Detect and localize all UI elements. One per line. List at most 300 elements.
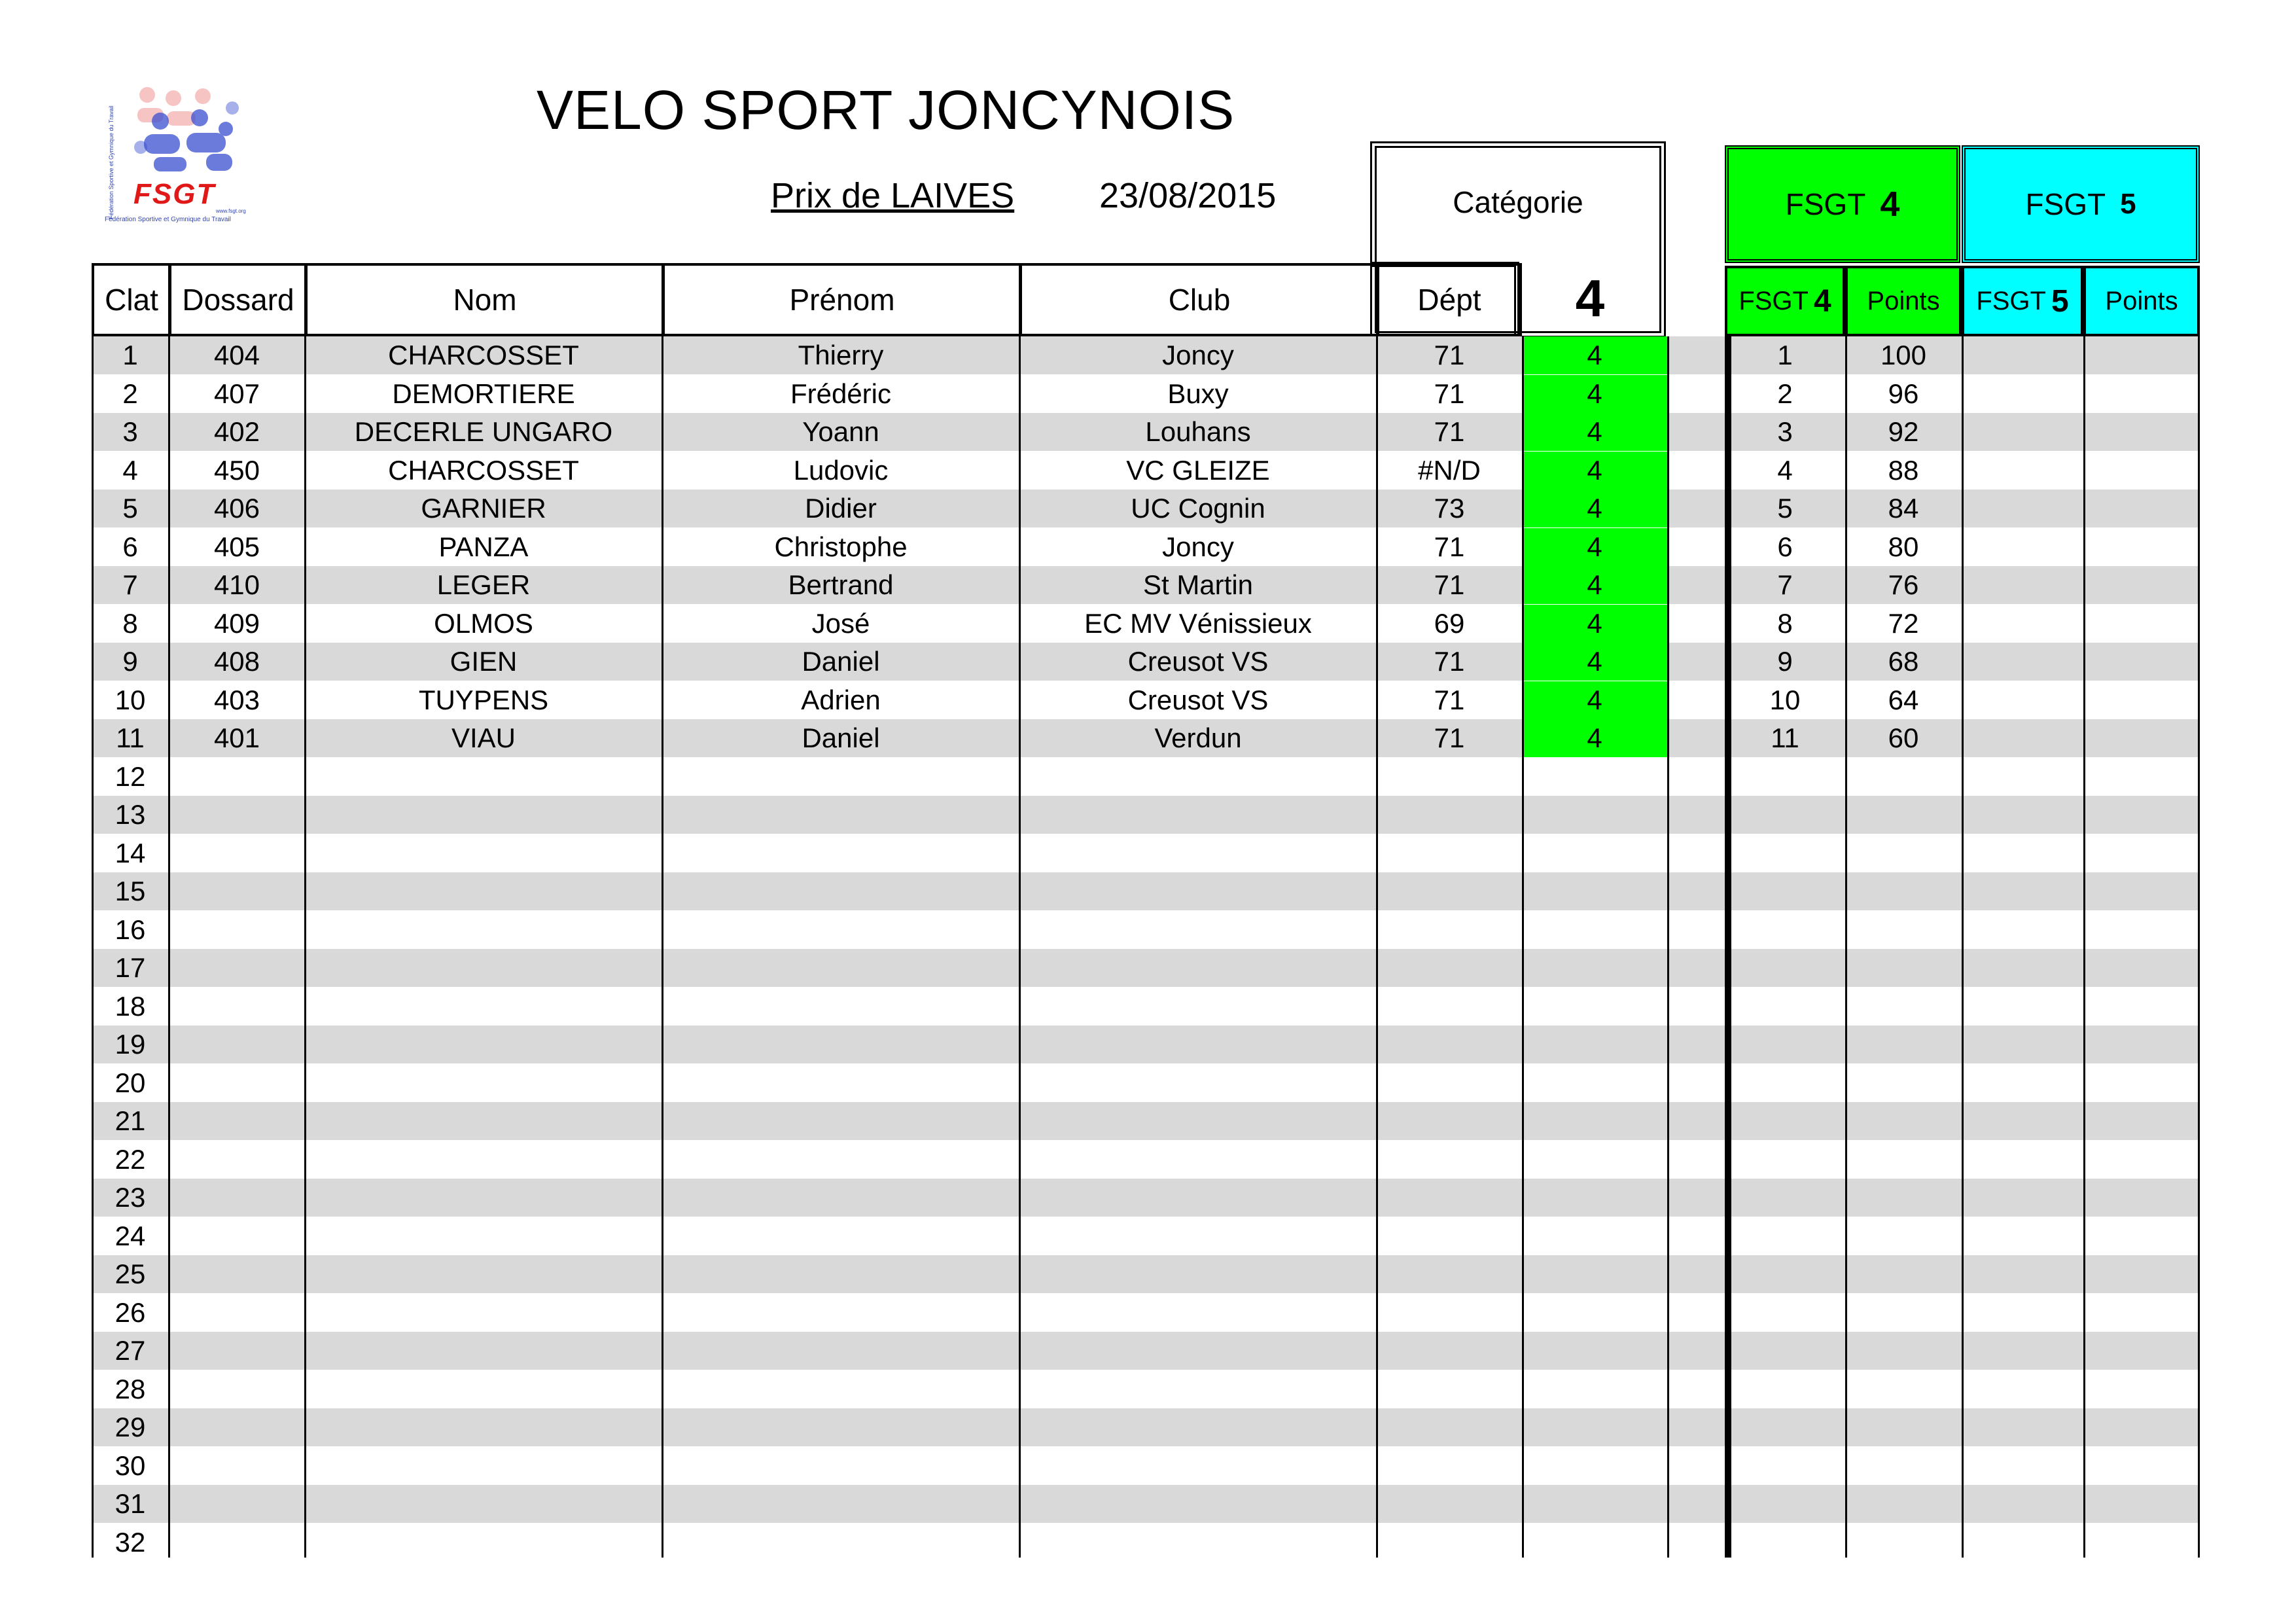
cell-fsgt4-rank — [1725, 834, 1845, 872]
cell-fsgt4-points — [1845, 1064, 1962, 1102]
cell-category: 4 — [1522, 566, 1667, 604]
cell-fsgt5-rank — [1962, 528, 2083, 566]
cell-category — [1522, 1332, 1667, 1370]
cell-dept — [1377, 1217, 1522, 1255]
cell-nom: OLMOS — [434, 608, 533, 639]
cell-nom: CHARCOSSET — [388, 455, 579, 486]
cell-clat: 17 — [115, 952, 146, 983]
table-row — [92, 1485, 2200, 1523]
cell-dossard: 402 — [213, 416, 260, 447]
table-row — [92, 1217, 2200, 1255]
cell-nom: LEGER — [436, 569, 531, 600]
cell-dossard: 410 — [213, 569, 260, 600]
cell-fsgt4-rank — [1725, 988, 1845, 1026]
cell-prenom — [662, 1294, 1019, 1332]
cell-clat: 18 — [115, 991, 146, 1022]
cell-fsgt4-rank — [1725, 1064, 1845, 1102]
cell-prenom — [662, 1102, 1019, 1140]
page-title: VELO SPORT JONCYNOIS — [537, 79, 1235, 141]
cell-nom: DECERLE UNGARO — [354, 416, 613, 447]
cell-dept — [1377, 1485, 1522, 1523]
cell-nom: PANZA — [438, 531, 529, 562]
cell-fsgt5-rank — [1962, 1102, 2083, 1140]
cell-fsgt4-points: 68 — [1888, 646, 1919, 677]
table-row — [92, 1447, 2200, 1485]
cell-clat: 23 — [115, 1182, 146, 1213]
cell-dossard — [169, 1485, 305, 1523]
cell-dept: 69 — [1434, 608, 1465, 639]
cell-fsgt4-rank: 6 — [1777, 531, 1793, 562]
cell-club: Creusot VS — [1127, 646, 1269, 677]
cell-dept: 73 — [1434, 493, 1465, 524]
cell-nom: DEMORTIERE — [392, 378, 575, 409]
cell-prenom — [662, 834, 1019, 872]
cell-dept — [1377, 1255, 1522, 1293]
cell-clat: 19 — [115, 1029, 146, 1060]
cell-prenom: Yoann — [802, 416, 879, 447]
cell-fsgt5-points — [2083, 336, 2200, 374]
cell-fsgt5-points — [2083, 375, 2200, 413]
cell-fsgt5-points — [2083, 1255, 2200, 1293]
cell-prenom — [662, 1026, 1019, 1063]
cell-fsgt5-rank — [1962, 1447, 2083, 1485]
cell-prenom — [662, 1064, 1019, 1102]
table-row — [92, 1294, 2200, 1332]
logo-subtitle: Fédération Sportive et Gymnique du Travail — [105, 216, 231, 223]
cell-fsgt4-rank — [1725, 1102, 1845, 1140]
cell-fsgt5-points — [2083, 758, 2200, 796]
table-row — [92, 1370, 2200, 1408]
cell-dossard — [169, 758, 305, 796]
cell-prenom: Thierry — [798, 340, 884, 370]
cell-fsgt5-points — [2083, 643, 2200, 681]
cell-fsgt4-rank — [1725, 1447, 1845, 1485]
cell-dept — [1377, 1026, 1522, 1063]
cell-nom — [305, 796, 662, 834]
cell-dept: 71 — [1434, 569, 1465, 600]
cell-clat: 25 — [115, 1258, 146, 1289]
cell-fsgt4-points — [1845, 1255, 1962, 1293]
cell-club: Buxy — [1167, 378, 1229, 409]
cell-fsgt4-points: 84 — [1888, 493, 1919, 524]
cell-category — [1522, 1102, 1667, 1140]
cell-category: 4 — [1522, 336, 1667, 374]
cell-fsgt4-rank: 8 — [1777, 608, 1793, 639]
cell-fsgt4-rank — [1725, 1408, 1845, 1446]
cell-dossard — [169, 1370, 305, 1408]
cell-clat: 24 — [115, 1221, 146, 1251]
cell-club — [1019, 1370, 1377, 1408]
cell-club — [1019, 834, 1377, 872]
cell-category — [1522, 949, 1667, 987]
grid-line-thick — [1725, 336, 1731, 1558]
cell-fsgt4-points: 88 — [1888, 455, 1919, 486]
cell-prenom — [662, 758, 1019, 796]
cell-fsgt4-points — [1845, 1524, 1962, 1561]
table-row — [92, 1408, 2200, 1446]
cell-category — [1522, 1294, 1667, 1332]
cell-club: Joncy — [1162, 340, 1234, 370]
cell-fsgt4-rank — [1725, 1294, 1845, 1332]
grid-line — [1962, 336, 1964, 1558]
cell-dept: 71 — [1434, 685, 1465, 715]
cell-dossard: 401 — [213, 722, 260, 753]
cell-nom: GARNIER — [421, 493, 546, 524]
cell-fsgt4-rank — [1725, 1255, 1845, 1293]
table-row — [92, 1255, 2200, 1293]
cell-category — [1522, 1179, 1667, 1217]
cell-fsgt4-points — [1845, 1294, 1962, 1332]
cell-fsgt5-points — [2083, 988, 2200, 1026]
cell-dept — [1377, 1294, 1522, 1332]
cell-clat: 5 — [122, 493, 138, 524]
cell-dept: #N/D — [1418, 455, 1481, 486]
cell-fsgt4-points — [1845, 1026, 1962, 1063]
cell-fsgt4-rank: 11 — [1771, 722, 1799, 753]
table-row — [92, 375, 2200, 413]
cell-fsgt5-rank — [1962, 911, 2083, 949]
cell-fsgt4-points: 60 — [1888, 722, 1919, 753]
cell-nom — [305, 1370, 662, 1408]
cell-dept — [1377, 758, 1522, 796]
cell-fsgt5-rank — [1962, 413, 2083, 451]
cell-fsgt5-points — [2083, 872, 2200, 910]
cell-fsgt4-points — [1845, 1217, 1962, 1255]
cell-fsgt4-rank — [1725, 949, 1845, 987]
cell-dossard — [169, 1026, 305, 1063]
cell-dossard — [169, 1524, 305, 1561]
cell-fsgt4-points — [1845, 796, 1962, 834]
cell-prenom — [662, 1255, 1019, 1293]
cell-category: 4 — [1522, 452, 1667, 490]
cell-fsgt5-points — [2083, 452, 2200, 490]
cell-fsgt4-points — [1845, 1102, 1962, 1140]
cell-dossard — [169, 1294, 305, 1332]
cell-prenom — [662, 1408, 1019, 1446]
cell-fsgt4-rank: 5 — [1777, 493, 1793, 524]
cell-club — [1019, 1524, 1377, 1561]
cell-prenom — [662, 911, 1019, 949]
cell-nom — [305, 1332, 662, 1370]
cell-nom — [305, 1141, 662, 1179]
cell-dept — [1377, 872, 1522, 910]
cell-club: VC GLEIZE — [1126, 455, 1270, 486]
table-row — [92, 605, 2200, 643]
logo-side-text: Fédération Sportive et Gymnique du Travail — [108, 105, 115, 219]
column-header-prenom: Prénom — [662, 263, 1019, 336]
cell-clat: 7 — [122, 569, 138, 600]
cell-category — [1522, 1370, 1667, 1408]
event-date: 23/08/2015 — [1099, 176, 1277, 215]
cell-prenom — [662, 949, 1019, 987]
cell-fsgt5-points — [2083, 566, 2200, 604]
cell-fsgt5-rank — [1962, 1370, 2083, 1408]
sub-header-points5: Points — [2083, 266, 2200, 336]
cell-fsgt4-points — [1845, 949, 1962, 987]
table-row — [92, 911, 2200, 949]
fsgt4-number: 4 — [1880, 185, 1900, 224]
cell-category — [1522, 911, 1667, 949]
cell-fsgt5-points — [2083, 1485, 2200, 1523]
cell-clat: 4 — [122, 455, 138, 486]
logo-url: www.fsgt.org — [216, 208, 246, 214]
cell-dept — [1377, 1102, 1522, 1140]
cell-fsgt5-rank — [1962, 1217, 2083, 1255]
cell-clat: 3 — [122, 416, 138, 447]
cell-dossard — [169, 1217, 305, 1255]
cell-club — [1019, 1026, 1377, 1063]
fsgt4-header — [1725, 145, 1960, 263]
cell-fsgt5-rank — [1962, 1141, 2083, 1179]
cell-prenom — [662, 988, 1019, 1026]
grid-line — [1376, 263, 1378, 1558]
cell-nom: CHARCOSSET — [388, 340, 579, 370]
cell-dossard — [169, 834, 305, 872]
cell-fsgt5-rank — [1962, 834, 2083, 872]
cell-fsgt5-points — [2083, 1524, 2200, 1561]
column-header-clat: Clat — [92, 263, 169, 336]
cell-clat: 9 — [122, 646, 138, 677]
cell-nom — [305, 1217, 662, 1255]
table-row — [92, 452, 2200, 490]
cell-dossard: 405 — [213, 531, 260, 562]
cell-dept — [1377, 1408, 1522, 1446]
cell-club: Louhans — [1145, 416, 1251, 447]
cell-prenom: Didier — [805, 493, 877, 524]
cell-category — [1522, 1447, 1667, 1485]
cell-fsgt5-rank — [1962, 872, 2083, 910]
grid-line — [1019, 263, 1021, 1558]
cell-club — [1019, 872, 1377, 910]
cell-dossard — [169, 1064, 305, 1102]
table-row — [92, 1524, 2200, 1561]
cell-clat: 32 — [115, 1527, 146, 1558]
cell-prenom — [662, 1217, 1019, 1255]
cell-fsgt4-points: 80 — [1888, 531, 1919, 562]
cell-dossard: 404 — [213, 340, 260, 370]
category-label: Catégorie — [1453, 185, 1583, 219]
cell-fsgt4-rank: 2 — [1777, 378, 1793, 409]
cell-prenom — [662, 1332, 1019, 1370]
cell-club — [1019, 988, 1377, 1026]
cell-fsgt4-rank — [1725, 796, 1845, 834]
cell-fsgt5-rank — [1962, 643, 2083, 681]
cell-prenom: Daniel — [802, 722, 880, 753]
cell-dept: 71 — [1434, 722, 1465, 753]
cell-club: Joncy — [1162, 531, 1234, 562]
cell-fsgt4-rank — [1725, 1026, 1845, 1063]
cell-fsgt4-rank — [1725, 1370, 1845, 1408]
cell-fsgt4-points: 64 — [1888, 685, 1919, 715]
grid-line — [168, 263, 170, 1558]
cell-prenom — [662, 872, 1019, 910]
cell-fsgt4-rank: 3 — [1777, 416, 1793, 447]
cell-fsgt4-rank — [1725, 872, 1845, 910]
cell-club: EC MV Vénissieux — [1084, 608, 1312, 639]
cell-fsgt5-rank — [1962, 796, 2083, 834]
cell-club — [1019, 1294, 1377, 1332]
event-name: Prix de LAIVES — [771, 176, 1015, 215]
cell-fsgt4-points: 100 — [1880, 340, 1927, 370]
cell-nom: GIEN — [450, 646, 518, 677]
cell-prenom — [662, 1485, 1019, 1523]
table-row — [92, 566, 2200, 604]
grid-line — [662, 263, 663, 1558]
cell-fsgt5-points — [2083, 681, 2200, 719]
table-row — [92, 1064, 2200, 1102]
cell-nom — [305, 1102, 662, 1140]
cell-fsgt5-points — [2083, 1370, 2200, 1408]
cell-category: 4 — [1522, 605, 1667, 643]
cell-category: 4 — [1522, 528, 1667, 566]
cell-club — [1019, 1255, 1377, 1293]
cell-nom — [305, 1485, 662, 1523]
cell-clat: 16 — [115, 914, 146, 945]
cell-fsgt4-rank — [1725, 1524, 1845, 1561]
cell-fsgt4-points — [1845, 1485, 1962, 1523]
cell-fsgt5-rank — [1962, 758, 2083, 796]
cell-category — [1522, 834, 1667, 872]
cell-prenom: Daniel — [802, 646, 880, 677]
cell-fsgt5-rank — [1962, 490, 2083, 527]
cell-clat: 12 — [115, 761, 146, 792]
cell-clat: 11 — [116, 722, 145, 753]
table-row — [92, 1026, 2200, 1063]
sub-fsgt5-label: FSGT — [1976, 286, 2046, 315]
cell-fsgt5-rank — [1962, 1294, 2083, 1332]
cell-dept — [1377, 1447, 1522, 1485]
cell-nom — [305, 834, 662, 872]
cell-fsgt5-points — [2083, 911, 2200, 949]
cell-fsgt5-points — [2083, 1064, 2200, 1102]
cell-fsgt4-points — [1845, 1179, 1962, 1217]
cell-prenom: José — [811, 608, 870, 639]
column-header-dossard: Dossard — [169, 263, 305, 336]
cell-clat: 20 — [115, 1067, 146, 1098]
cell-nom — [305, 911, 662, 949]
cell-club — [1019, 911, 1377, 949]
cell-club — [1019, 1217, 1377, 1255]
cell-fsgt5-points — [2083, 490, 2200, 527]
cell-dept — [1377, 911, 1522, 949]
cell-club: Creusot VS — [1127, 685, 1269, 715]
cell-category: 4 — [1522, 413, 1667, 451]
cell-fsgt5-rank — [1962, 336, 2083, 374]
cell-club — [1019, 949, 1377, 987]
cell-dossard — [169, 1141, 305, 1179]
cell-nom — [305, 1447, 662, 1485]
cell-dossard — [169, 949, 305, 987]
cell-dossard: 407 — [213, 378, 260, 409]
cell-nom — [305, 1026, 662, 1063]
cell-fsgt5-rank — [1962, 1026, 2083, 1063]
cell-clat: 2 — [122, 378, 138, 409]
fsgt5-header — [1962, 145, 2200, 263]
cell-fsgt5-rank — [1962, 681, 2083, 719]
cell-fsgt5-rank — [1962, 566, 2083, 604]
sub-fsgt5-number: 5 — [2051, 283, 2069, 319]
cell-club: St Martin — [1142, 569, 1254, 600]
cell-fsgt4-rank: 9 — [1777, 646, 1793, 677]
cell-fsgt5-rank — [1962, 375, 2083, 413]
cell-nom — [305, 1179, 662, 1217]
cell-fsgt4-points — [1845, 1370, 1962, 1408]
cell-clat: 28 — [115, 1374, 146, 1404]
table-row — [92, 1102, 2200, 1140]
fsgt4-label: FSGT — [1785, 187, 1866, 221]
cell-prenom: Frédéric — [790, 378, 892, 409]
table-row — [92, 1179, 2200, 1217]
cell-category — [1522, 1485, 1667, 1523]
cell-clat: 27 — [115, 1335, 146, 1366]
cell-clat: 15 — [115, 876, 146, 906]
cell-clat: 22 — [115, 1144, 146, 1175]
cell-clat: 31 — [115, 1488, 146, 1519]
sub-fsgt4-label: FSGT — [1739, 286, 1809, 315]
cell-dossard — [169, 872, 305, 910]
cell-dept — [1377, 1064, 1522, 1102]
cell-prenom — [662, 1179, 1019, 1217]
cell-fsgt5-rank — [1962, 1332, 2083, 1370]
cell-nom — [305, 1064, 662, 1102]
cell-fsgt5-rank — [1962, 988, 2083, 1026]
cell-fsgt5-points — [2083, 1447, 2200, 1485]
cell-category — [1522, 1026, 1667, 1063]
cell-nom — [305, 1294, 662, 1332]
cell-clat: 6 — [122, 531, 138, 562]
cell-fsgt4-rank — [1725, 758, 1845, 796]
cell-fsgt5-rank — [1962, 452, 2083, 490]
grid-line — [1845, 336, 1847, 1558]
cell-prenom — [662, 796, 1019, 834]
cell-clat: 21 — [115, 1105, 146, 1136]
cell-fsgt4-points — [1845, 834, 1962, 872]
cell-fsgt5-rank — [1962, 605, 2083, 643]
cell-fsgt4-points — [1845, 1141, 1962, 1179]
cell-dossard: 408 — [213, 646, 260, 677]
cell-dossard — [169, 1179, 305, 1217]
cell-fsgt4-rank: 10 — [1769, 685, 1801, 715]
grid-line — [92, 263, 94, 1558]
sub-header-points4: Points — [1845, 266, 1962, 336]
cell-fsgt4-rank: 4 — [1777, 455, 1793, 486]
cell-category — [1522, 796, 1667, 834]
cell-nom — [305, 1524, 662, 1561]
cell-fsgt5-points — [2083, 1408, 2200, 1446]
cell-fsgt5-points — [2083, 1179, 2200, 1217]
table-row — [92, 834, 2200, 872]
cell-dept — [1377, 1141, 1522, 1179]
cell-club — [1019, 1141, 1377, 1179]
grid-line — [304, 263, 306, 1558]
cell-club — [1019, 1485, 1377, 1523]
cell-dept — [1377, 1370, 1522, 1408]
cell-club — [1019, 758, 1377, 796]
table-row — [92, 1141, 2200, 1179]
cell-nom — [305, 1408, 662, 1446]
table-row — [92, 719, 2200, 757]
cell-fsgt5-points — [2083, 949, 2200, 987]
cell-category — [1522, 1524, 1667, 1561]
cell-dept — [1377, 1524, 1522, 1561]
cell-category — [1522, 872, 1667, 910]
table-row — [92, 490, 2200, 527]
fsgt5-label: FSGT — [2025, 187, 2106, 221]
cell-club: Verdun — [1154, 722, 1242, 753]
cell-nom — [305, 988, 662, 1026]
table-row — [92, 758, 2200, 796]
cell-fsgt5-rank — [1962, 1524, 2083, 1561]
